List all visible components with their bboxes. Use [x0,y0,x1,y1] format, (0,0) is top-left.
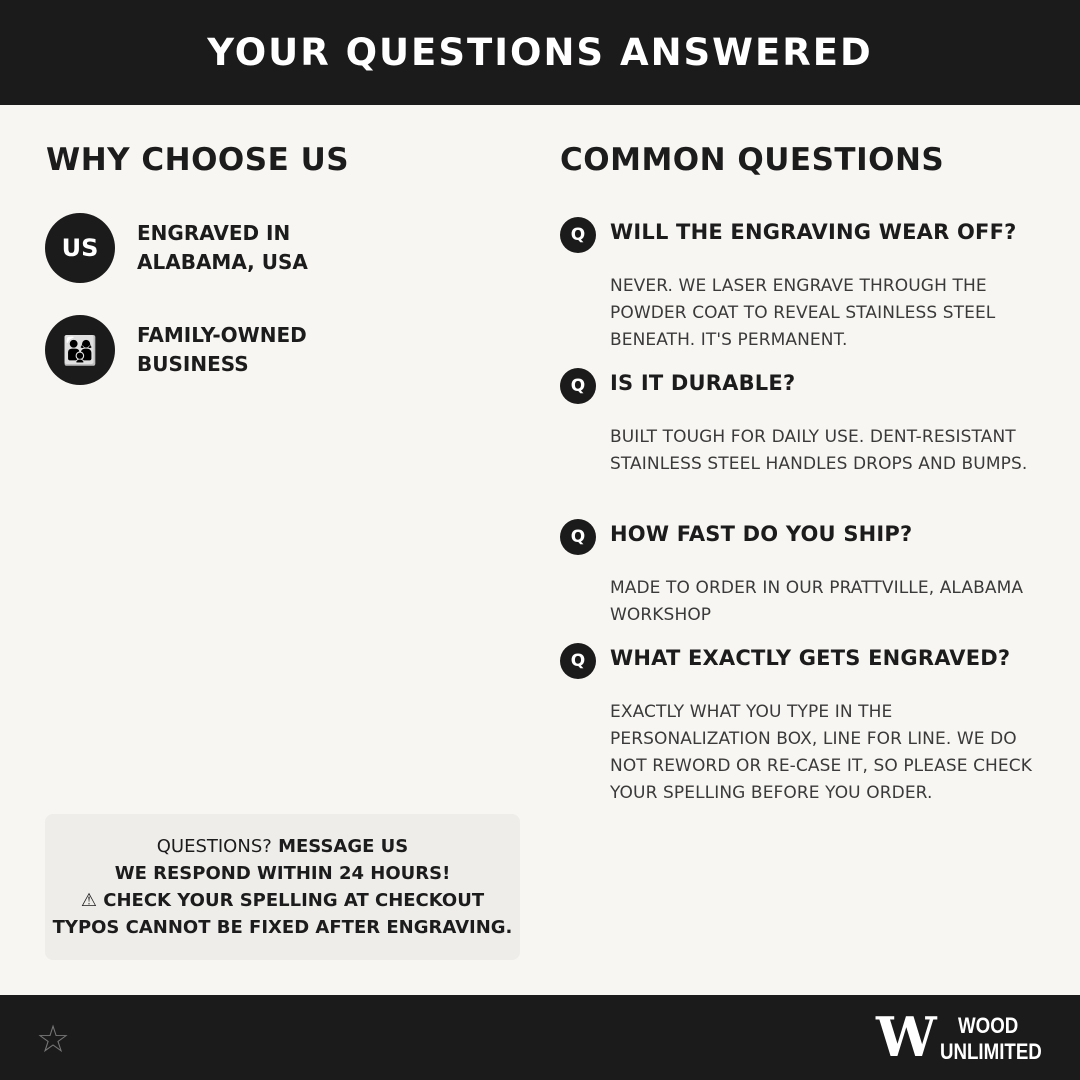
faq-answer: EXACTLY WHAT YOU TYPE IN THE PERSONALIZATION BOX, LINE FOR LINE. WE DO NOT REWORD OR RE-CASE IT, SO PLEASE CHECK YOUR SPELLING BEFORE YOU ORDER. [610,702,1032,803]
faq-question: IS IT DURABLE? [610,371,796,395]
feature-engraved-usa [45,213,505,283]
logo-w-mark: W [876,1005,937,1069]
star-icon: ☆ [36,1017,71,1061]
feature-label: FAMILY-OWNED BUSINESS [137,323,307,376]
faq-question: WHAT EXACTLY GETS ENGRAVED? [610,646,1011,670]
notice-line-4: TYPOS CANNOT BE FIXED AFTER ENGRAVING. [52,917,513,938]
family-icon: 👨‍👩‍👦 [45,315,115,385]
header-banner [0,0,1080,105]
notice-line-2: WE RESPOND WITHIN 24 HOURS! [114,863,451,884]
page-title: YOUR QUESTIONS ANSWERED [207,31,873,74]
faq-item [560,211,1040,354]
footer-bar [0,995,1080,1080]
question-icon: Q [560,217,596,253]
question-icon: Q [560,519,596,555]
feature-label: ENGRAVED IN ALABAMA, USA [137,221,308,274]
logo-wood-text: WOOD [958,1013,1019,1038]
common-questions-heading: COMMON QUESTIONS [560,142,945,178]
faq-answer: NEVER. WE LASER ENGRAVE THROUGH THE POWDER COAT TO REVEAL STAINLESS STEEL BENEATH. IT'S PERMANENT. [610,276,996,350]
faq-question: WILL THE ENGRAVING WEAR OFF? [610,220,1017,244]
notice-line-3-warning: ⚠ CHECK YOUR SPELLING AT CHECKOUT [80,890,485,911]
notice-questions: QUESTIONS? [156,836,272,857]
logo-unlimited-text: UNLIMITED [940,1039,1042,1064]
notice-line-1 [157,833,409,860]
feature-family-owned [45,315,505,385]
us-badge-icon: US [45,213,115,283]
faq-item [560,513,1040,629]
message-us-label: MESSAGE US [278,836,409,857]
question-icon: Q [560,368,596,404]
brand-logo [876,1005,1046,1069]
faq-answer: MADE TO ORDER IN OUR PRATTVILLE, ALABAMA WORKSHOP [610,578,1024,625]
faq-answer: BUILT TOUGH FOR DAILY USE. DENT-RESISTANT STAINLESS STEEL HANDLES DROPS AND BUMPS. [610,427,1028,474]
question-icon: Q [560,643,596,679]
why-choose-us-heading: WHY CHOOSE US [46,142,350,178]
faq-question: HOW FAST DO YOU SHIP? [610,522,913,546]
faq-item [560,362,1040,478]
contact-notice-box [45,814,520,960]
faq-item [560,637,1040,807]
